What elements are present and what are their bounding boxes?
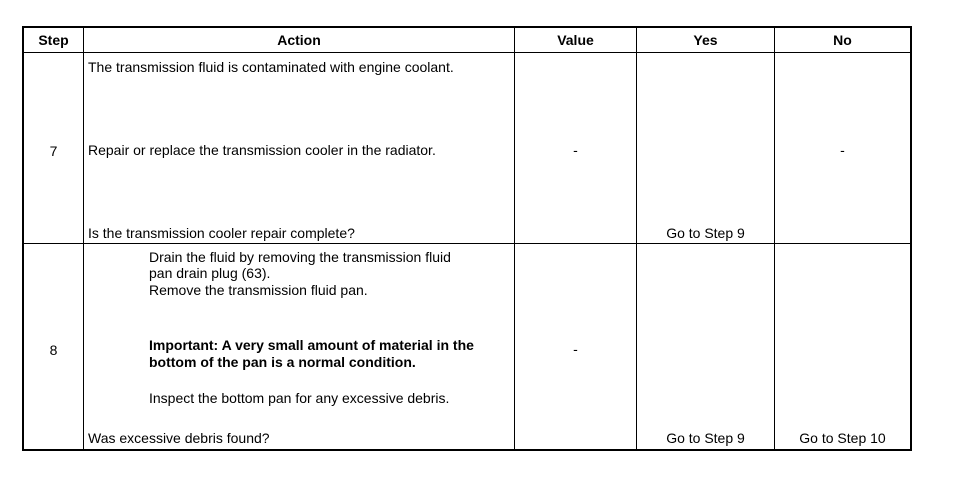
no-cell: - bbox=[840, 142, 845, 158]
step-number: 7 bbox=[49, 143, 58, 159]
step-number: 8 bbox=[49, 342, 58, 358]
important-note: bottom of the pan is a normal condition. bbox=[149, 354, 416, 370]
header-yes: Yes bbox=[693, 32, 718, 48]
action-text: pan drain plug (63). bbox=[149, 265, 271, 281]
header-value: Value bbox=[557, 32, 594, 48]
header-no: No bbox=[833, 32, 852, 48]
yes-cell: Go to Step 9 bbox=[666, 430, 745, 446]
header-action: Action bbox=[277, 32, 321, 48]
value-cell: - bbox=[573, 341, 578, 357]
action-text: The transmission fluid is contaminated with engine coolant. bbox=[88, 59, 454, 75]
action-text: Remove the transmission fluid pan. bbox=[149, 282, 368, 298]
table-header-row bbox=[24, 28, 910, 53]
yes-cell: Go to Step 9 bbox=[666, 225, 745, 241]
table-row bbox=[24, 53, 910, 244]
action-question: Was excessive debris found? bbox=[88, 430, 270, 446]
header-step: Step bbox=[38, 32, 69, 48]
action-text: Drain the fluid by removing the transmission fluid bbox=[149, 249, 451, 265]
action-text: Repair or replace the transmission cooler in the radiator. bbox=[88, 142, 436, 158]
action-text: Inspect the bottom pan for any excessive debris. bbox=[149, 390, 450, 406]
action-question: Is the transmission cooler repair complete? bbox=[88, 225, 355, 241]
no-cell: Go to Step 10 bbox=[799, 430, 886, 446]
value-cell: - bbox=[573, 142, 578, 158]
table-row bbox=[24, 244, 910, 449]
important-note: Important: A very small amount of material in the bbox=[149, 337, 474, 353]
diagnostic-table bbox=[22, 26, 912, 451]
